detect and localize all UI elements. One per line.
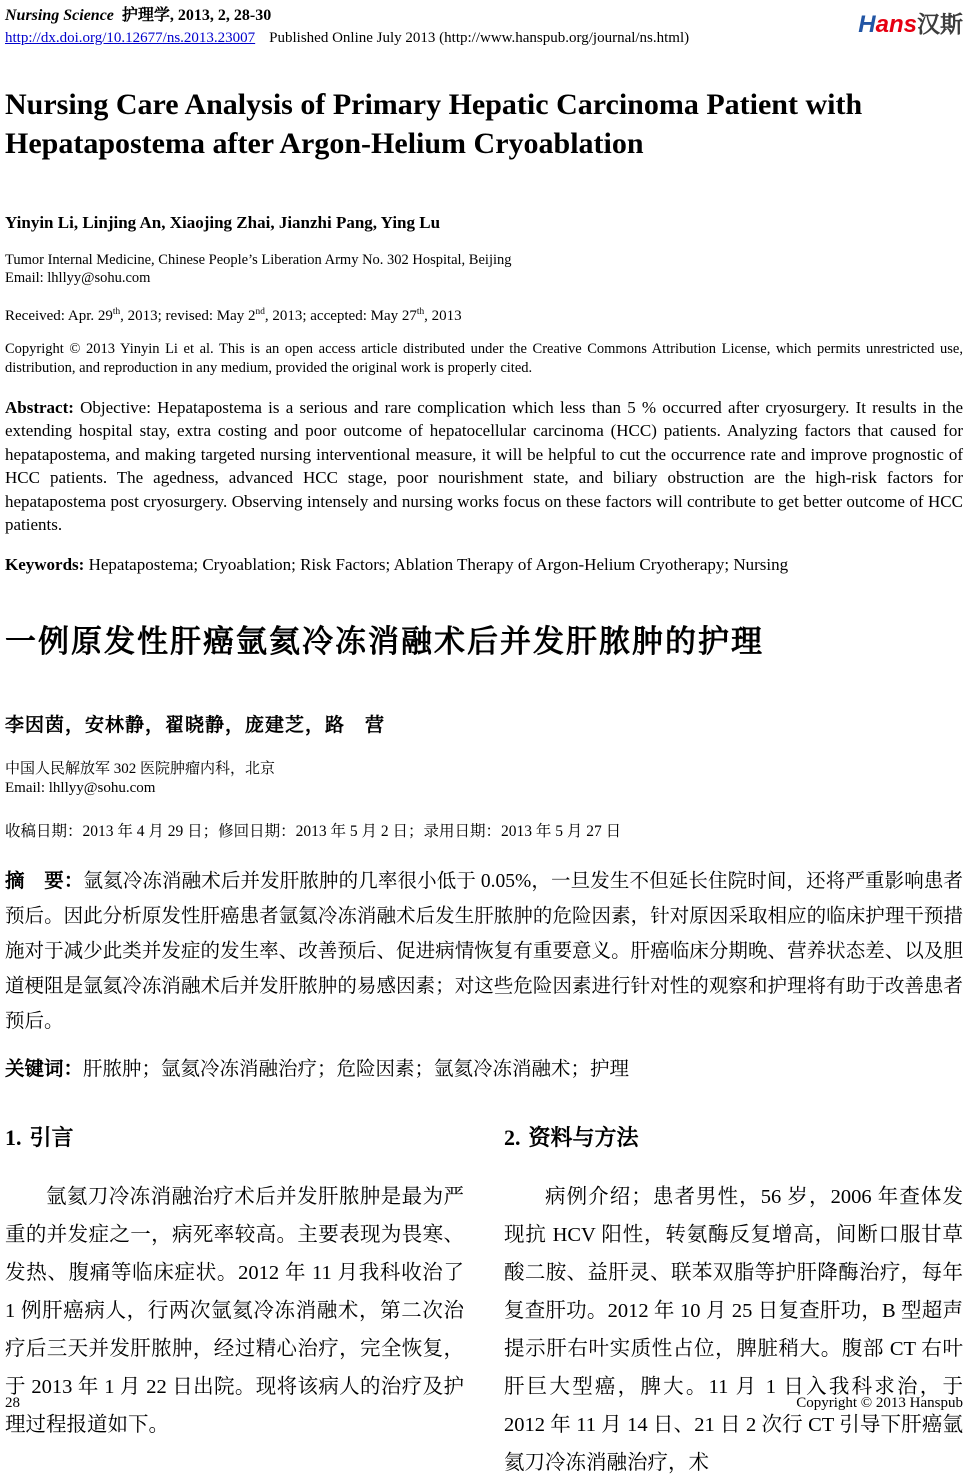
received-text: , 2013 [424,308,462,324]
footer-copyright: Copyright © 2013 Hanspub [796,1395,963,1411]
hans-publisher-logo [858,6,963,39]
section-2-paragraph: 病例介绍；患者男性，56 岁，2006 年查体发现抗 HCV 阳性，转氨酶反复增高，间断口服甘草酸二胺、益肝灵、联苯双脂等护肝降酶治疗，每年复查肝功。2012 年 10 月 25 日复查肝功，B 型超声提示肝右叶实质性占位，脾脏稍大。腹部 CT 右叶肝巨大型癌，脾大。11 月 1 日入我科求治，于 2012 年 11 月 14 日、21 日 2 次行 CT 引导下肝癌氩氦刀冷冻消融治疗，术 [504,1186,963,1475]
column-right [504,1121,963,1482]
section-2-number: 2. [504,1125,521,1151]
authors-zh: 李因茵，安林静，翟晓静，庞建芝，路 营 [5,715,386,737]
affiliation-block-en [5,251,963,287]
logo-chinese-text: 汉斯 [917,11,963,37]
abstract-label: Abstract: [5,398,74,417]
section-2-heading [504,1121,963,1152]
journal-issue: 护理学, 2013, 2, 28-30 [121,7,272,24]
received-text: , 2013; accepted: May 27 [264,308,417,324]
copyright-notice: Copyright © 2013 Yinyin Li et al. This is an open access article distributed under the Creative Commons Attribution License, which permits unrestricted use, distribution, and reproduction in any medium, provided the original work is properly cited. [5,341,963,376]
keywords-text-zh: 肝脓肿；氩氦冷冻消融治疗；危险因素；氩氦冷冻消融术；护理 [83,1059,630,1081]
section-1-title: 引言 [29,1125,74,1151]
abstract-label-zh: 摘 要： [5,870,84,893]
logo-letter-h: H [858,11,876,38]
published-online-text: Published Online July 2013 (http://www.hanspub.org/journal/ns.html) [269,30,690,46]
section-1-paragraph: 氩氦刀冷冻消融治疗术后并发肝脓肿是最为严重的并发症之一，病死率较高。主要表现为畏寒、发热、腹痛等临床症状。2012 年 11 月我科收治了 1 例肝癌病人，行两次氩氦冷冻消融术，第二次治疗后三天并发肝脓肿，经过精心治疗，完全恢复，于 2013 年 1 月 22 日出院。现将该病人的治疗及护理过程报道如下。 [5,1186,464,1437]
keywords-text: Hepatapostema; Cryoablation; Risk Factors; Ablation Therapy of Argon-Helium Cryotherapy; Nursing [88,555,789,575]
received-dates-zh: 收稿日期：2013 年 4 月 29 日；修回日期：2013 年 5 月 2 日；录用日期：2013 年 5 月 27 日 [5,823,622,841]
abstract-zh [5,864,963,1039]
doi-link[interactable]: http://dx.doi.org/10.12677/ns.2013.23007 [5,30,256,46]
journal-name: Nursing Science [5,7,114,24]
email-zh: Email: lhllyy@sohu.com [5,780,156,797]
received-dates-en [5,308,963,325]
journal-title-line [5,5,689,26]
page-footer [5,1395,963,1412]
received-text: Received: Apr. 29 [5,308,113,324]
keywords-label-zh: 关键词： [5,1058,84,1081]
page-header [5,5,963,49]
keywords-zh [5,1053,963,1081]
article-title-en: Nursing Care Analysis of Primary Hepatic Carcinoma Patient with Hepatapostema after Argon-Helium Cryoablation [5,88,863,160]
journal-info [5,5,689,49]
affiliation-zh: 中国人民解放军 302 医院肿瘤内科，北京 [5,761,276,778]
section-1-number: 1. [5,1125,22,1151]
keywords-label: Keywords: [5,555,85,575]
section-1-heading [5,1121,464,1152]
ordinal-suffix: th [416,307,425,317]
page-number: 28 [5,1395,20,1411]
doi-line [5,28,689,49]
affiliation-en: Tumor Internal Medicine, Chinese People’s Liberation Army No. 302 Hospital, Beijing [5,252,512,268]
abstract-text: Objective: Hepatapostema is a serious and rare complication which less than 5 % occurred after cryosurgery. It results in the extending hospital stay, extra costing and poor outcome of hepatocellular carcinoma (HCC) patients. Analyzing factors that caused for hepatapostema, and making targeted nursing interventional measure, it will be helpful to cut the occurrence rate and improve prognostic of HCC patients. The agedness, advanced HCC stage, poor nourishment state, and biliary obstruction are the high-risk factors for hepatapostema post cryosurgery. Observing intensely and nursing works focus on these factors will contribute to get better outcome of HCC patients. [5,398,963,535]
column-left [5,1121,464,1482]
keywords-en [5,555,963,575]
abstract-en [5,396,963,536]
ordinal-suffix: nd [255,307,265,317]
logo-letters-ans: ans [875,11,917,38]
affiliation-block-zh [5,760,963,798]
abstract-text-zh: 氩氦冷冻消融术后并发肝脓肿的几率很小低于 0.05%，一旦发生不但延长住院时间，还将严重影响患者预后。因此分析原发性肝癌患者氩氦冷冻消融术后发生肝脓肿的危险因素，针对原因采取相应的临床护理干预措施对于减少此类并发症的发生率、改善预后、促进病情恢复有重要意义。肝癌临床分期晚、营养状态差、以及胆道梗阻是氩氦冷冻消融术后并发肝脓肿的易感因素；对这些危险因素进行针对性的观察和护理将有助于改善患者预后。 [5,871,963,1033]
article-title-zh: 一例原发性肝癌氩氦冷冻消融术后并发肝脓肿的护理 [5,624,764,660]
body-columns [5,1121,963,1482]
ordinal-suffix: th [112,307,121,317]
authors-en: Yinyin Li, Linjing An, Xiaojing Zhai, Jianzhi Pang, Ying Lu [5,213,441,232]
received-text: , 2013; revised: May 2 [120,308,256,324]
email-en: Email: lhllyy@sohu.com [5,270,151,286]
section-2-title: 资料与方法 [528,1125,639,1151]
